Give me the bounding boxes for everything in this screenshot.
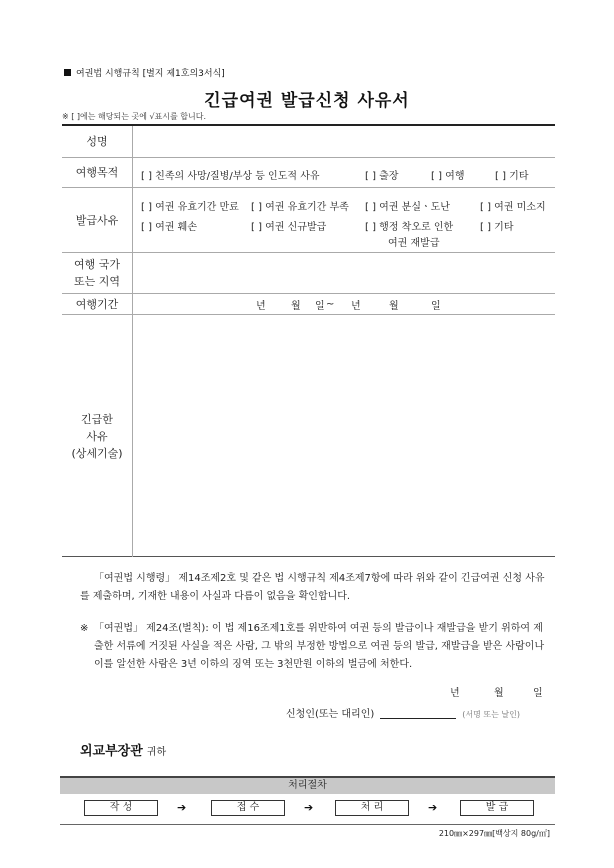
declaration-text: 「여권법 시행령」 제14조제2호 및 같은 법 시행규칙 제4조제7항에 따라 위와 같이 긴급여권 신청 사유를 제출하며, 기재한 내용이 사실과 다름이 없음을 확인합니다. xyxy=(80,573,545,602)
form-reference-text: 여권법 시행규칙 [별지 제1호의3서식] xyxy=(76,69,225,79)
period-separator: ~ xyxy=(326,298,335,310)
detail-label-line3: (상세기술) xyxy=(71,446,123,460)
detail-label xyxy=(62,315,133,557)
reason-option-insufficient-validity[interactable]: [ ] 여권 유효기간 부족 xyxy=(251,202,349,213)
row-purpose xyxy=(62,158,555,188)
reason-options xyxy=(133,188,555,252)
period-label: 여행기간 xyxy=(62,294,133,314)
detail-label-line2: 사유 xyxy=(86,429,108,443)
name-field[interactable] xyxy=(133,126,555,157)
step-write: 작 성 xyxy=(84,800,158,816)
reason-option-damaged[interactable]: [ ] 여권 훼손 xyxy=(141,222,197,233)
detail-label-line1: 긴급한 xyxy=(81,412,113,426)
row-destination xyxy=(62,253,555,294)
period-units xyxy=(133,294,555,314)
purpose-option-travel[interactable]: [ ] 여행 xyxy=(431,171,465,182)
arrow-right-icon: ➔ xyxy=(304,801,314,814)
row-reason xyxy=(62,188,555,253)
addressee-honorific: 귀하 xyxy=(146,747,167,758)
purpose-option-other[interactable]: [ ] 기타 xyxy=(495,171,529,182)
step-receive: 접 수 xyxy=(211,800,285,816)
applicant-signature-field[interactable] xyxy=(380,718,456,719)
detail-field[interactable] xyxy=(133,315,555,557)
purpose-label: 여행목적 xyxy=(62,158,133,187)
signature-hint: (서명 또는 날인) xyxy=(462,710,520,719)
penalty-warning xyxy=(80,620,550,674)
application-table xyxy=(62,124,555,557)
period-end-year: 년 xyxy=(351,300,361,312)
destination-label xyxy=(62,253,133,293)
period-end-month: 월 xyxy=(389,300,399,312)
arrow-right-icon: ➔ xyxy=(177,801,187,814)
destination-label-line2: 또는 지역 xyxy=(73,275,120,288)
period-start-day: 일 xyxy=(315,300,325,312)
applicant-label: 신청인(또는 대리인) xyxy=(286,709,375,720)
period-field[interactable] xyxy=(133,294,555,314)
step-issue: 발 급 xyxy=(460,800,534,816)
warning-mark: ※ xyxy=(80,623,89,634)
procedure-steps xyxy=(60,792,555,825)
date-year: 년 xyxy=(450,688,460,699)
form-reference xyxy=(64,66,225,79)
procedure-title: 처리절차 xyxy=(60,776,555,794)
row-name xyxy=(62,126,555,158)
reason-option-admin-error[interactable]: [ ] 행정 착오로 인한 xyxy=(365,222,454,233)
purpose-option-business[interactable]: [ ] 출장 xyxy=(365,171,399,182)
destination-field[interactable] xyxy=(133,253,555,293)
purpose-options xyxy=(133,158,555,187)
step-process: 처 리 xyxy=(335,800,409,816)
period-start-month: 월 xyxy=(291,300,301,312)
square-bullet-icon xyxy=(64,69,71,76)
period-end-day: 일 xyxy=(431,300,441,312)
addressee-name: 외교부장관 xyxy=(80,744,143,759)
reason-label: 발급사유 xyxy=(62,188,133,252)
reason-option-lost-stolen[interactable]: [ ] 여권 분실ㆍ도난 xyxy=(365,202,450,213)
applicant-line xyxy=(286,705,520,720)
reason-option-other[interactable]: [ ] 기타 xyxy=(480,222,514,233)
checkbox-note: ※ [ ]에는 해당되는 곳에 √표시를 합니다. xyxy=(62,112,207,121)
row-detail xyxy=(62,315,555,557)
paper-spec: 210㎜×297㎜[백상지 80g/㎡] xyxy=(438,829,550,838)
purpose-option-humanitarian[interactable]: [ ] 친족의 사망/질병/부상 등 인도적 사유 xyxy=(141,171,320,182)
name-label: 성명 xyxy=(62,126,133,157)
period-start-year: 년 xyxy=(256,300,266,312)
arrow-right-icon: ➔ xyxy=(428,801,438,814)
row-period xyxy=(62,294,555,315)
reason-option-admin-error-continuation: 여권 재발급 xyxy=(388,238,440,249)
page-title: 긴급여권 발급신청 사유서 xyxy=(204,91,410,111)
date-day: 일 xyxy=(533,688,543,699)
warning-text: 「여권법」 제24조(벌칙): 이 법 제16조제1호를 위반하여 여권 등의 발급이나 재발급을 받기 위하여 제출한 서류에 거짓된 사실을 적은 사람, 그 밖의 부정한 방법으로 여권 등의 발급, 재발급을 받은 사람이나 이를 알선한 사람은 3년 이하의 징역 또는 3천만원 이하의 벌금에 처한다. xyxy=(94,623,545,670)
date-month: 월 xyxy=(494,688,504,699)
reason-option-new-issue[interactable]: [ ] 여권 신규발급 xyxy=(251,222,327,233)
reason-option-expired[interactable]: [ ] 여권 유효기간 만료 xyxy=(141,202,239,213)
destination-label-line1: 여행 국가 xyxy=(73,258,120,271)
reason-option-not-carried[interactable]: [ ] 여권 미소지 xyxy=(480,202,546,213)
addressee xyxy=(80,740,166,759)
